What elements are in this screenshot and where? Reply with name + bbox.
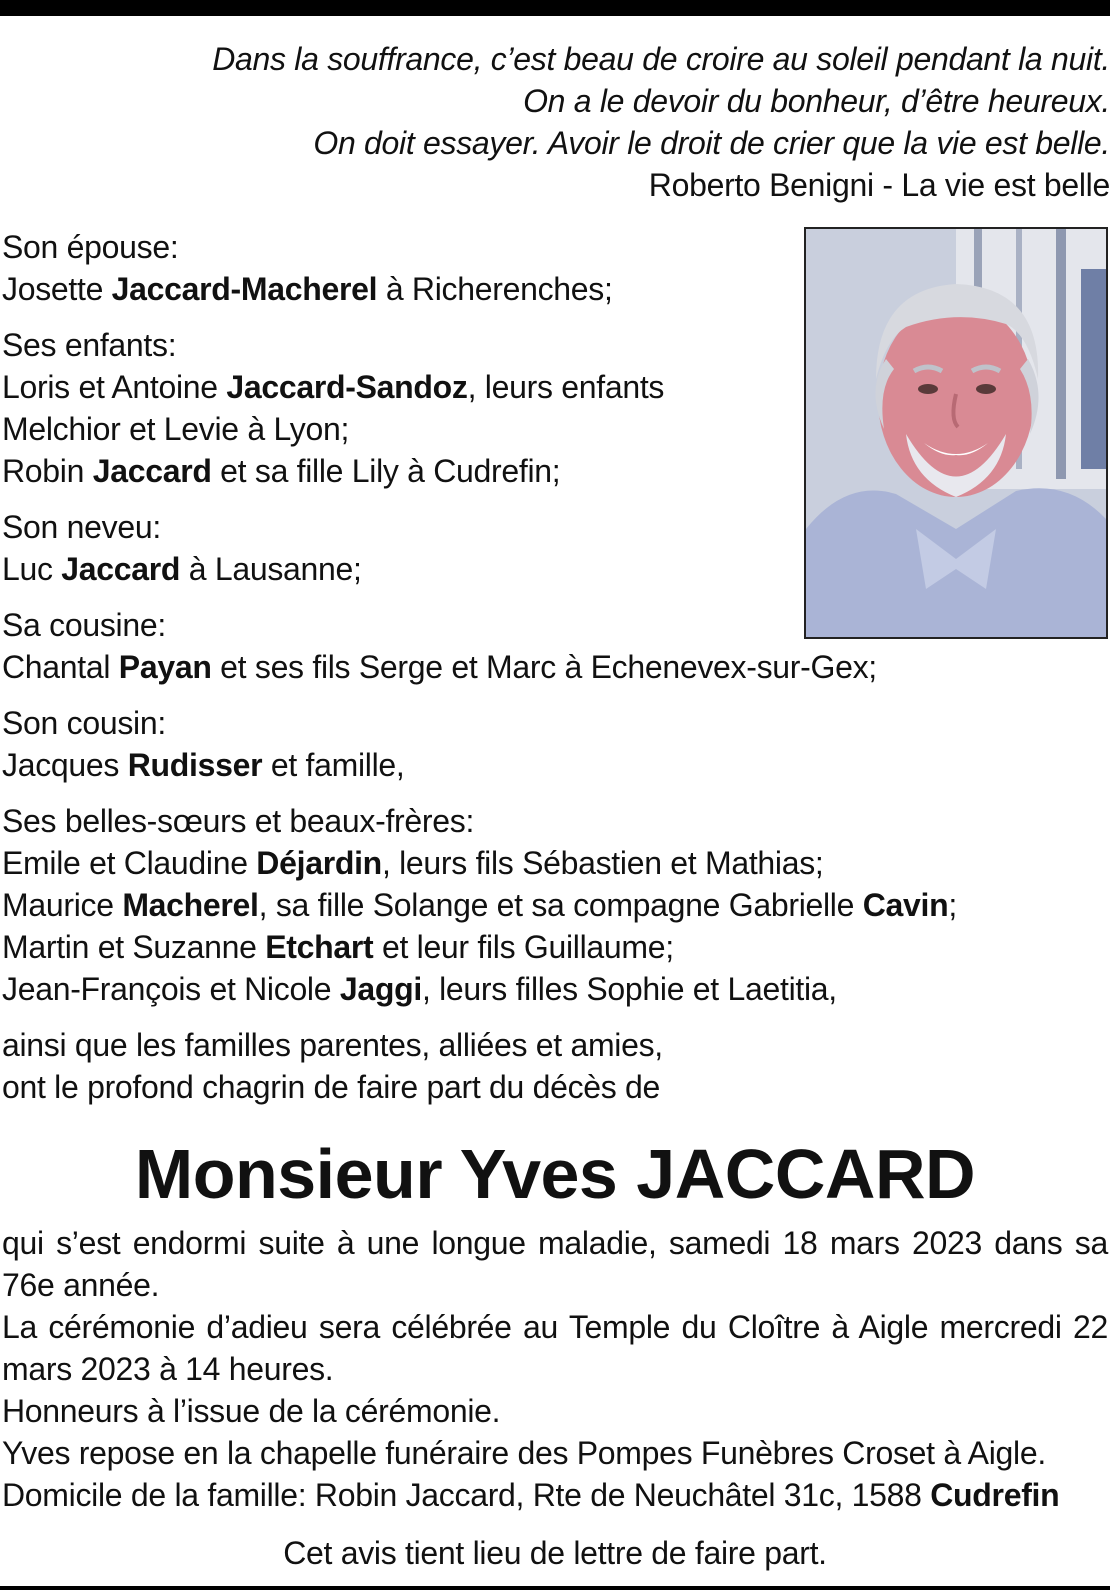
deceased-name: Monsieur Yves JACCARD — [134, 1135, 976, 1213]
spouse-heading: Son épouse: — [2, 229, 179, 265]
epigraph-quote — [10, 38, 1110, 206]
quote-line-1: Dans la souffrance, c’est beau de croire au soleil pendant la nuit. — [212, 41, 1110, 77]
spouse-group — [2, 226, 1102, 310]
inlaws-entry-4: Jean-François et Nicole Jaggi, leurs filles Sophie et Laetitia, — [2, 971, 837, 1007]
inlaws-entry-1: Emile et Claudine Déjardin, leurs fils Sébastien et Mathias; — [2, 845, 824, 881]
quote-line-3: On doit essayer. Avoir le droit de crier que la vie est belle. — [313, 125, 1110, 161]
cousin-female-group — [2, 604, 1102, 688]
death-statement: qui s’est endormi suite à une longue maladie, samedi 18 mars 2023 dans sa 76e année. — [2, 1225, 1108, 1303]
inlaws-entry-2: Maurice Macherel, sa fille Solange et sa compagne Gabrielle Cavin; — [2, 887, 957, 923]
cousin-male-group — [2, 702, 1102, 786]
family-list — [2, 226, 1102, 1122]
closing-line-1: ainsi que les familles parentes, alliées et amies, — [2, 1027, 663, 1063]
nephew-group — [2, 506, 1102, 590]
top-rule — [0, 0, 1110, 16]
quote-attribution: Roberto Benigni - La vie est belle — [648, 167, 1110, 203]
family-home-address: Domicile de la famille: Robin Jaccard, Rte de Neuchâtel 31c, 1588 Cudrefin — [2, 1477, 1060, 1513]
nephew-heading: Son neveu: — [2, 509, 161, 545]
children-group — [2, 324, 1102, 492]
honours-statement: Honneurs à l’issue de la cérémonie. — [2, 1393, 501, 1429]
inlaws-group — [2, 800, 1102, 1010]
cousin-male-heading: Son cousin: — [2, 705, 166, 741]
spouse-entry: Josette Jaccard-Macherel à Richerenches; — [2, 271, 613, 307]
ceremony-statement: La cérémonie d’adieu sera célébrée au Temple du Cloître à Aigle mercredi 22 mars 2023 à 14 heures. — [2, 1309, 1108, 1387]
cousin-female-heading: Sa cousine: — [2, 607, 166, 643]
children-entry-2: Melchior et Levie à Lyon; — [2, 411, 350, 447]
children-heading: Ses enfants: — [2, 327, 177, 363]
children-entry-3: Robin Jaccard et sa fille Lily à Cudrefin; — [2, 453, 561, 489]
cousin-male-entry: Jacques Rudisser et famille, — [2, 747, 405, 783]
nephew-entry: Luc Jaccard à Lausanne; — [2, 551, 362, 587]
children-entry-1: Loris et Antoine Jaccard-Sandoz, leurs enfants — [2, 369, 665, 405]
rests-statement: Yves repose en la chapelle funéraire des Pompes Funèbres Croset à Aigle. — [2, 1435, 1046, 1471]
closing-line-2: ont le profond chagrin de faire part du décès de — [2, 1069, 661, 1105]
notice-details — [2, 1222, 1108, 1516]
inlaws-entry-3: Martin et Suzanne Etchart et leur fils Guillaume; — [2, 929, 674, 965]
cousin-female-entry: Chantal Payan et ses fils Serge et Marc à Echenevex-sur-Gex; — [2, 649, 877, 685]
footer-note: Cet avis tient lieu de lettre de faire part. — [283, 1535, 827, 1571]
bottom-rule — [0, 1586, 1110, 1590]
closing-group — [2, 1024, 1102, 1108]
quote-line-2: On a le devoir du bonheur, d’être heureux. — [523, 83, 1110, 119]
inlaws-heading: Ses belles-sœurs et beaux-frères: — [2, 803, 475, 839]
